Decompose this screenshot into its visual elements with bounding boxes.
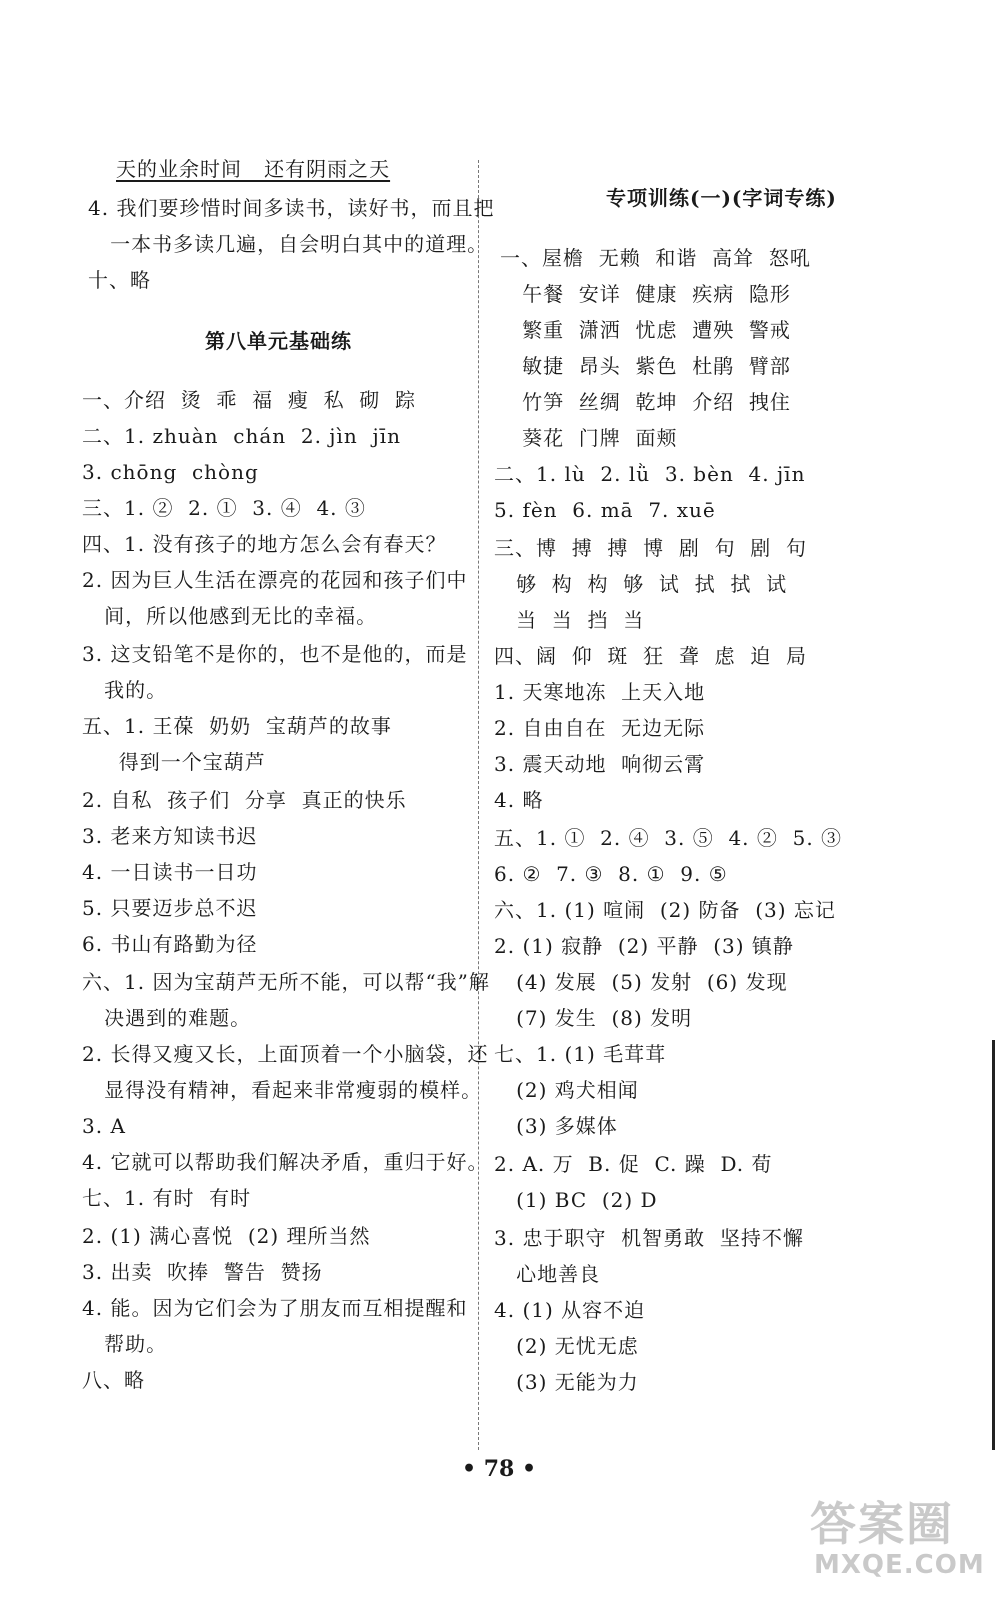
answer-line: 敏捷 昂头 紫色 杜鹃 臂部 bbox=[500, 354, 791, 378]
answer-line: 六、1. (1) 喧闹 (2) 防备 (3) 忘记 bbox=[494, 898, 836, 922]
answer-line: 当 当 挡 当 bbox=[494, 608, 645, 632]
section-heading: 专项训练(一)(字词专练) bbox=[606, 186, 837, 210]
answer-line: 3. 忠于职守 机智勇敢 坚持不懈 bbox=[494, 1226, 804, 1250]
answer-line: (3) 无能为力 bbox=[494, 1370, 639, 1394]
answer-line: 三、博 搏 搏 博 剧 句 剧 句 bbox=[494, 536, 808, 560]
answer-line: 得到一个宝葫芦 bbox=[82, 750, 266, 774]
answer-line: 1. 天寒地冻 上天入地 bbox=[494, 680, 706, 704]
answer-line: (7) 发生 (8) 发明 bbox=[494, 1006, 693, 1030]
answer-line: (2) 鸡犬相闻 bbox=[494, 1078, 639, 1102]
watermark-url: MXQE.COM bbox=[814, 1550, 985, 1580]
answer-line: 天的业余时间 还有阴雨之天 bbox=[116, 157, 391, 181]
answer-line: 3. 这支铅笔不是你的，也不是他的，而是 bbox=[82, 642, 468, 666]
answer-line: 七、1. (1) 毛茸茸 bbox=[494, 1042, 667, 1066]
answer-line: 帮助。 bbox=[82, 1332, 168, 1356]
answer-line: 一本书多读几遍，自会明白其中的道理。 bbox=[88, 232, 489, 256]
answer-line: 4. 它就可以帮助我们解决矛盾，重归于好。 bbox=[82, 1150, 489, 1174]
answer-line: 一、介绍 烫 乖 福 瘦 私 砌 踪 bbox=[82, 388, 417, 412]
answer-line: 心地善良 bbox=[494, 1262, 601, 1286]
answer-line: 3. 出卖 吹捧 警告 赞扬 bbox=[82, 1260, 323, 1284]
answer-line: 4. 略 bbox=[494, 788, 544, 812]
answer-line: 2. 自私 孩子们 分享 真正的快乐 bbox=[82, 788, 407, 812]
page-number: • 78 • bbox=[462, 1456, 537, 1482]
section-heading: 第八单元基础练 bbox=[205, 329, 352, 353]
answer-line: 三、1. ② 2. ① 3. ④ 4. ③ bbox=[82, 496, 366, 520]
answer-line: 够 构 构 够 试 拭 拭 试 bbox=[494, 572, 788, 596]
answer-line: 2. 长得又瘦又长，上面顶着一个小脑袋，还 bbox=[82, 1042, 489, 1066]
answer-line: 2. (1) 满心喜悦 (2) 理所当然 bbox=[82, 1224, 371, 1248]
answer-line: 3. chōng chòng bbox=[82, 460, 259, 484]
answer-line: (2) 无忧无虑 bbox=[494, 1334, 639, 1358]
answer-line: 6. 书山有路勤为径 bbox=[82, 932, 258, 956]
answer-line: 4. 能。因为它们会为了朋友而互相提醒和 bbox=[82, 1296, 468, 1320]
page-edge-line bbox=[992, 1040, 995, 1450]
answer-line: 决遇到的难题。 bbox=[82, 1006, 252, 1030]
answer-line: 二、1. lù 2. lǜ 3. bèn 4. jīn bbox=[494, 462, 806, 486]
answer-line: 午餐 安详 健康 疾病 隐形 bbox=[500, 282, 791, 306]
answer-line: 十、略 bbox=[88, 268, 151, 292]
answer-line: 4. 我们要珍惜时间多读书，读好书，而且把 bbox=[88, 196, 495, 220]
answer-line: 显得没有精神，看起来非常瘦弱的模样。 bbox=[82, 1078, 483, 1102]
answer-line: 六、1. 因为宝葫芦无所不能，可以帮“我”解 bbox=[82, 970, 490, 994]
column-divider bbox=[478, 160, 479, 1450]
answer-line: 5. fèn 6. mā 7. xuē bbox=[494, 498, 716, 522]
answer-line: 2. (1) 寂静 (2) 平静 (3) 镇静 bbox=[494, 934, 794, 958]
answer-line: 2. A. 万 B. 促 C. 躁 D. 荀 bbox=[494, 1152, 773, 1176]
answer-line: 八、略 bbox=[82, 1368, 145, 1392]
answer-line: 繁重 潇洒 忧虑 遭殃 警戒 bbox=[500, 318, 791, 342]
answer-line: 2. 因为巨人生活在漂亮的花园和孩子们中 bbox=[82, 568, 468, 592]
answer-line: (3) 多媒体 bbox=[494, 1114, 618, 1138]
answer-line: 五、1. ① 2. ④ 3. ⑤ 4. ② 5. ③ bbox=[494, 826, 843, 850]
watermark-logo bbox=[800, 1488, 990, 1588]
answer-line: 3. 老来方知读书迟 bbox=[82, 824, 258, 848]
answer-line: 七、1. 有时 有时 bbox=[82, 1186, 252, 1210]
answer-line: 一、屋檐 无赖 和谐 高耸 怒吼 bbox=[500, 246, 811, 270]
answer-line: 6. ② 7. ③ 8. ① 9. ⑤ bbox=[494, 862, 728, 886]
answer-line: 5. 只要迈步总不迟 bbox=[82, 896, 258, 920]
watermark-text: 答案圈 bbox=[810, 1497, 954, 1551]
answer-line: 竹笋 丝绸 乾坤 介绍 拽住 bbox=[500, 390, 791, 414]
answer-line: 间，所以他感到无比的幸福。 bbox=[82, 604, 378, 628]
answer-line: 四、1. 没有孩子的地方怎么会有春天？ bbox=[82, 532, 447, 556]
answer-line: 3. A bbox=[82, 1114, 126, 1138]
answer-line: 3. 震天动地 响彻云霄 bbox=[494, 752, 706, 776]
answer-line: 我的。 bbox=[82, 678, 168, 702]
answer-line: 葵花 门牌 面颊 bbox=[500, 426, 678, 450]
answer-line: (4) 发展 (5) 发射 (6) 发现 bbox=[494, 970, 788, 994]
answer-line: 4. 一日读书一日功 bbox=[82, 860, 258, 884]
answer-line: 五、1. 王葆 奶奶 宝葫芦的故事 bbox=[82, 714, 392, 738]
answer-line: (1) BC (2) D bbox=[494, 1188, 658, 1212]
answer-line: 4. (1) 从容不迫 bbox=[494, 1298, 646, 1322]
answer-line: 二、1. zhuàn chán 2. jìn jīn bbox=[82, 424, 401, 448]
answer-line: 2. 自由自在 无边无际 bbox=[494, 716, 706, 740]
answer-line: 四、阔 仰 斑 狂 聋 虑 迫 局 bbox=[494, 644, 808, 668]
